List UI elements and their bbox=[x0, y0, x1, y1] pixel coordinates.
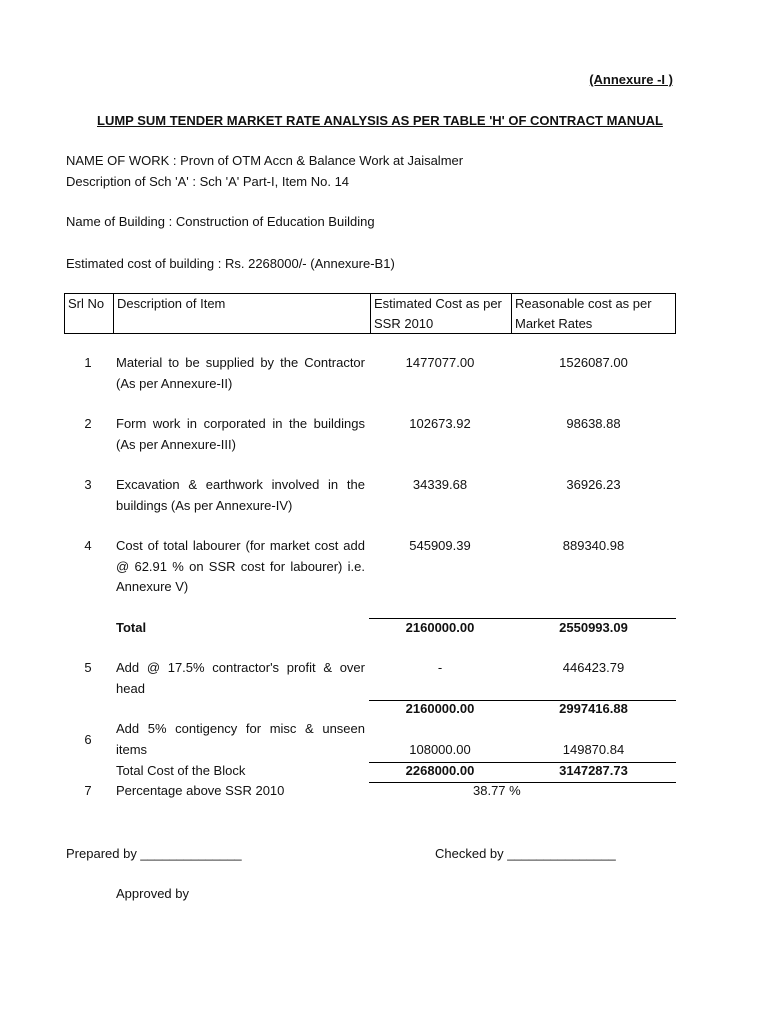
block-total-bottom-divider bbox=[369, 782, 676, 783]
total-label: Total bbox=[116, 620, 147, 635]
table-header bbox=[64, 293, 676, 334]
header-market-cost: Reasonable cost as per Market Rates bbox=[511, 294, 677, 333]
approved-by: Approved by bbox=[116, 886, 189, 901]
row-srl: 3 bbox=[84, 477, 92, 492]
row-description: Cost of total labourer (for market cost add @ 62.91 % on SSR cost for labourer) i.e. Annexure V) bbox=[116, 538, 365, 594]
estimated-cost: Estimated cost of building : Rs. 2268000/- (Annexure-B1) bbox=[66, 256, 395, 271]
block-total-label: Total Cost of the Block bbox=[116, 763, 246, 778]
row-ssr-cost: 545909.39 bbox=[409, 538, 471, 553]
row-market-cost: 98638.88 bbox=[566, 416, 621, 431]
row-srl: 1 bbox=[84, 355, 92, 370]
row-market-cost: 149870.84 bbox=[562, 742, 625, 757]
name-of-building: Name of Building : Construction of Education Building bbox=[66, 214, 375, 229]
total-market-cost: 2550993.09 bbox=[559, 620, 628, 635]
row-srl: 5 bbox=[84, 660, 92, 675]
header-description: Description of Item bbox=[113, 294, 370, 333]
percentage-value: 38.77 % bbox=[473, 783, 521, 798]
row-description: Add @ 17.5% contractor's profit & over head bbox=[116, 660, 365, 696]
row-srl: 7 bbox=[84, 783, 92, 798]
row-description: Add 5% contigency for misc & unseen items bbox=[116, 721, 365, 757]
prepared-by: Prepared by ______________ bbox=[66, 846, 242, 861]
block-total-market-cost: 3147287.73 bbox=[559, 763, 628, 778]
row-ssr-cost: - bbox=[437, 660, 443, 675]
annexure-label: (Annexure -I ) bbox=[589, 72, 673, 87]
total-ssr-cost: 2160000.00 bbox=[405, 620, 475, 635]
row-market-cost: 1526087.00 bbox=[559, 355, 628, 370]
row-description: Excavation & earthwork involved in the buildings (As per Annexure-IV) bbox=[116, 477, 365, 513]
page-title: LUMP SUM TENDER MARKET RATE ANALYSIS AS PER TABLE 'H' OF CONTRACT MANUAL bbox=[97, 113, 663, 128]
name-of-work: NAME OF WORK : Provn of OTM Accn & Balance Work at Jaisalmer bbox=[66, 153, 464, 168]
block-total-ssr-cost: 2268000.00 bbox=[405, 763, 475, 778]
row-market-cost: 36926.23 bbox=[566, 477, 621, 492]
row-srl: 6 bbox=[84, 732, 92, 747]
row-description: Form work in corporated in the buildings (As per Annexure-III) bbox=[116, 416, 365, 452]
header-srl: Srl No bbox=[68, 296, 105, 311]
row-market-cost: 889340.98 bbox=[562, 538, 625, 553]
header-ssr-cost: Estimated Cost as per SSR 2010 bbox=[370, 294, 511, 333]
row-ssr-cost: 108000.00 bbox=[409, 742, 471, 757]
subtotal-market-cost: 2997416.88 bbox=[559, 701, 628, 716]
row-ssr-cost: 34339.68 bbox=[412, 477, 468, 492]
row-srl: 2 bbox=[84, 416, 92, 431]
checked-by: Checked by _______________ bbox=[435, 846, 616, 861]
description-sch: Description of Sch 'A' : Sch 'A' Part-I, Item No. 14 bbox=[66, 174, 350, 189]
row-ssr-cost: 102673.92 bbox=[409, 416, 471, 431]
row-ssr-cost: 1477077.00 bbox=[405, 355, 475, 370]
row-market-cost: 446423.79 bbox=[562, 660, 625, 675]
row-description: Material to be supplied by the Contractor (As per Annexure-II) bbox=[116, 355, 365, 391]
subtotal-ssr-cost: 2160000.00 bbox=[405, 701, 475, 716]
percentage-label: Percentage above SSR 2010 bbox=[116, 783, 285, 798]
row-srl: 4 bbox=[84, 538, 92, 553]
